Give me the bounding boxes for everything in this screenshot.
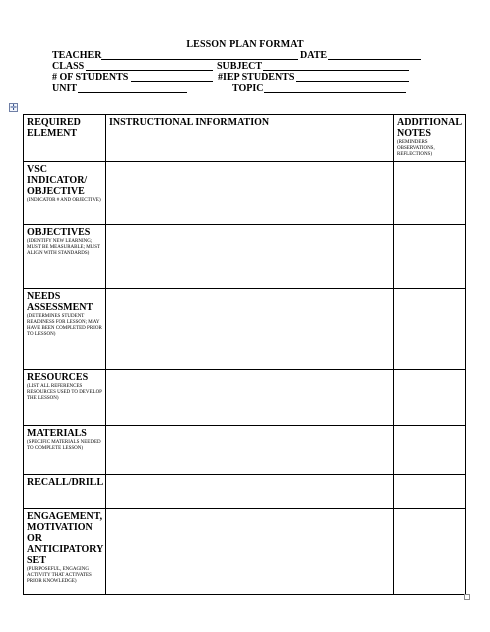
table-row [24,162,466,225]
row-note: (LIST ALL REFERENCES RESOURCES USED TO DEVELOP THE LESSON) [27,384,102,401]
row-label: OBJECTIVES [27,227,91,238]
lesson-plan-table [23,114,466,595]
row-note: (SPECIFIC MATERIALS NEEDED TO COMPLETE LESSON) [27,440,101,451]
row-label-cell[interactable] [24,162,106,225]
instructional-cell[interactable] [106,370,394,426]
header-instructional-information-label: INSTRUCTIONAL INFORMATION [109,117,270,128]
class-field[interactable] [86,61,213,71]
notes-cell[interactable] [394,162,466,225]
instructional-cell[interactable] [106,509,394,595]
header-additional-notes-sub: (REMINDERS OBSERVATIONS, REFLECTIONS) [397,140,435,157]
date-label: DATE [300,50,328,61]
topic-label: TOPIC [232,83,264,94]
teacher-field[interactable] [101,50,298,60]
row-note: (IDENTIFY NEW LEARNING; MUST BE MEASURABLE; MUST ALIGN WITH STANDARDS) [27,239,101,256]
subject-label: SUBJECT [217,61,263,72]
row-label-cell[interactable] [24,289,106,370]
row-label: RECALL/DRILL [27,477,104,488]
header-required-element-label: REQUIRED ELEMENT [27,117,81,139]
row-label: NEEDS ASSESSMENT [27,291,94,313]
table-row [24,225,466,289]
notes-cell[interactable] [394,426,466,475]
header-additional-notes-label: ADDITIONAL NOTES [397,117,462,139]
notes-cell[interactable] [394,370,466,426]
instructional-cell[interactable] [106,289,394,370]
class-label: CLASS [52,61,85,72]
row-label: VSC INDICATOR/ OBJECTIVE [27,164,88,197]
instructional-cell[interactable] [106,225,394,289]
header-required-element[interactable] [24,115,106,162]
table-row [24,370,466,426]
topic-field[interactable] [264,83,406,93]
notes-cell[interactable] [394,225,466,289]
header-additional-notes[interactable] [394,115,466,162]
row-note: (INDICATOR # AND OBJECTIVE) [27,198,101,203]
students-label: # OF STUDENTS [52,72,129,83]
table-resize-handle-icon[interactable] [464,594,470,600]
students-field[interactable] [131,72,213,82]
notes-cell[interactable] [394,289,466,370]
row-label-cell[interactable] [24,509,106,595]
iep-students-label: #IEP STUDENTS [218,72,295,83]
notes-cell[interactable] [394,475,466,509]
unit-field[interactable] [78,83,187,93]
page-title: LESSON PLAN FORMAT [186,39,304,50]
date-field[interactable] [328,50,421,60]
row-note: (PURPOSEFUL, ENGAGING ACTIVITY THAT ACTIVATES PRIOR KNOWLEDGE) [27,567,92,584]
row-label-cell[interactable] [24,370,106,426]
table-row [24,426,466,475]
row-label-cell[interactable] [24,225,106,289]
teacher-label: TEACHER [52,50,102,61]
iep-students-field[interactable] [296,72,409,82]
subject-field[interactable] [263,61,409,71]
table-row [24,475,466,509]
table-header-row [24,115,466,162]
instructional-cell[interactable] [106,162,394,225]
row-label-cell[interactable] [24,475,106,509]
row-label: MATERIALS [27,428,87,439]
instructional-cell[interactable] [106,426,394,475]
row-label-cell[interactable] [24,426,106,475]
row-label: ENGAGEMENT, MOTIVATION OR ANTICIPATORY SET [27,511,103,566]
table-row [24,289,466,370]
table-row [24,509,466,595]
header-instructional-information[interactable] [106,115,394,162]
unit-label: UNIT [52,83,78,94]
table-move-handle-icon[interactable]: ✛ [10,103,17,112]
row-note: (DETERMINES STUDENT READINESS FOR LESSON; MAY HAVE BEEN COMPLETED PRIOR TO LESSON) [27,314,102,337]
instructional-cell[interactable] [106,475,394,509]
row-label: RESOURCES [27,372,89,383]
notes-cell[interactable] [394,509,466,595]
